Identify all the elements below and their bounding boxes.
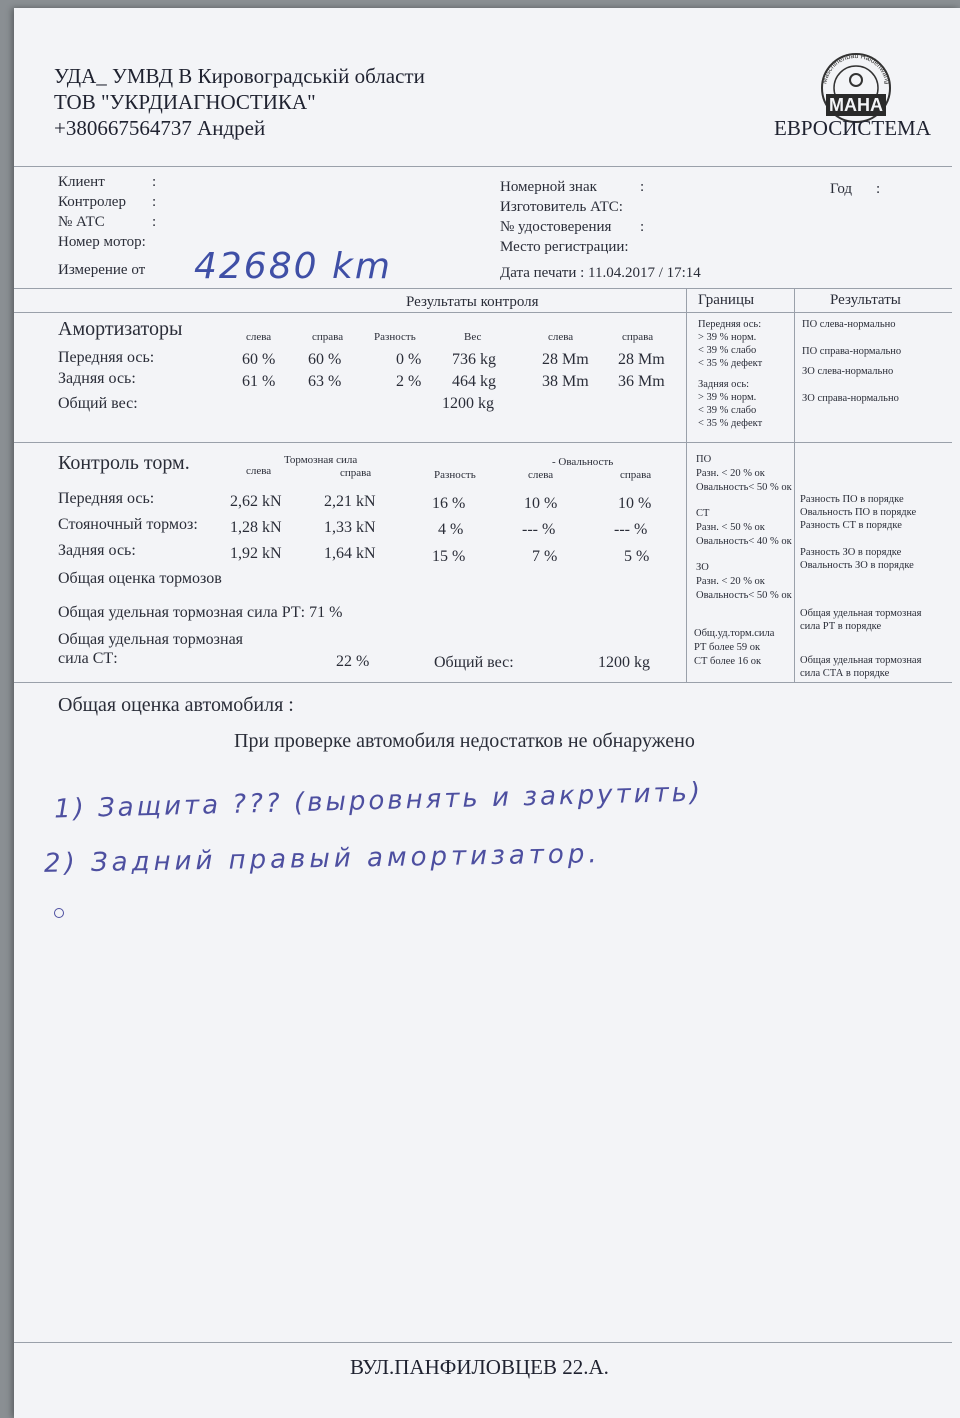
controller-label: Контролер [58,194,126,210]
odometer-handwritten: 42680 km [194,246,392,287]
svg-text:Maschinenbau Haldenwang [821,53,891,85]
footer-address: ВУЛ.ПАНФИЛОВЦЕВ 22.А. [350,1355,609,1379]
brakes-overall-label: Общая оценка тормозов [58,570,222,587]
summary-title: Общая оценка автомобиля : [58,694,294,716]
shock-limit: < 35 % дефект [698,418,763,429]
brake-limit: РТ более 59 ок [694,642,761,653]
year-label: Год [830,181,853,197]
ats-label: № АТС [58,214,105,230]
brake-limit: ЗО [696,562,709,573]
cell-value: 1,64 kN [324,545,376,562]
col-head-left-2: слева [548,331,574,343]
pen-mark [54,908,64,918]
colon: : [640,179,645,195]
results-control-header: Результаты контроля [406,294,539,310]
row-label: Задняя ось: [58,370,136,387]
brake-result: Разность СТ в порядке [800,520,902,531]
column-divider [794,288,795,682]
brand-name: ЕВРОСИСТЕМА [774,116,931,140]
summary-text: При проверке автомобиля недостатков не обнаружено [234,730,695,752]
brake-result: сила РТ в порядке [800,621,882,632]
divider [14,1342,952,1343]
shock-result: ЗО слева-нормально [802,366,894,377]
colon: : [152,174,157,190]
header-line-2: ТОВ "УКРДИАГНОСТИКА" [54,90,316,114]
colon: : [876,181,881,197]
brake-limit: Разн. < 20 % ок [696,468,765,479]
colon: : [152,194,157,210]
brake-result: Общая удельная тормозная [800,608,922,619]
col-head-diff: Разность [374,331,416,343]
brake-limit: СТ [696,508,710,519]
col-head-left: слева [246,465,272,477]
plate-label: Номерной знак [500,179,597,195]
cell-value: 10 % [524,495,558,512]
column-divider [686,288,687,682]
cell-value: 1,28 kN [230,519,282,536]
brakes-title: Контроль торм. [58,452,190,474]
brake-limit: Разн. < 50 % ок [696,522,765,533]
shock-result: ЗО справа-нормально [802,393,899,404]
st-specific-force-label: сила СТ: [58,650,118,667]
st-specific-force-value: 22 % [336,653,370,670]
cell-value: 736 kg [452,351,496,368]
client-label: Клиент [58,174,105,190]
header-line-1: УДА_ УМВД В Кировоградській области [54,64,425,88]
cell-value: 2,21 kN [324,493,376,510]
shock-limit: > 39 % норм. [698,332,757,343]
brake-force-head: Тормозная сила [284,454,358,466]
col-head-diff: Разность [434,469,476,481]
row-label: Задняя ось: [58,542,136,559]
brake-result: Общая удельная тормозная [800,655,922,666]
shock-limit: > 39 % норм. [698,392,757,403]
print-date: Дата печати : 11.04.2017 / 17:14 [500,265,701,281]
row-label: Передняя ось: [58,490,155,507]
total-weight-value: 1200 kg [442,395,494,412]
shock-limit: Задняя ось: [698,379,750,390]
brake-result: Овальность ЗО в порядке [800,560,914,571]
row-label: Стояночный тормоз: [58,516,198,533]
brake-result: Овальность ПО в порядке [800,507,917,518]
cell-value: 1,33 kN [324,519,376,536]
logo-ring-text: Maschinenbau Haldenwang [821,52,891,85]
cell-value: 2,62 kN [230,493,282,510]
registration-label: Место регистрации: [500,239,629,255]
maha-logo-icon [812,48,900,126]
colon: : [152,214,157,230]
results-header: Результаты [830,292,901,308]
shock-limit: Передняя ось: [698,319,762,330]
col-head-right: справа [340,467,372,479]
shock-result: ПО слева-нормально [802,319,896,330]
cell-value: 38 Mm [542,373,589,390]
brakes-total-weight-value: 1200 kg [598,654,650,671]
limits-header: Границы [698,292,755,308]
col-head-left-2: слева [528,469,554,481]
cert-label: № удостоверения [500,219,612,235]
row-label: Передняя ось: [58,349,155,366]
brake-limit: СТ более 16 ок [694,656,762,667]
cell-value: --- % [614,521,648,538]
header-line-3: +380667564737 Андрей [54,116,266,140]
cell-value: 28 Mm [618,351,665,368]
cell-value: 4 % [438,521,464,538]
cell-value: 5 % [624,548,650,565]
shock-result: ПО справа-нормально [802,346,902,357]
st-specific-force-label: Общая удельная тормозная [58,631,244,648]
rt-specific-force: Общая удельная тормозная сила РТ: 71 % [58,604,343,621]
shocks-title: Амортизаторы [58,318,183,340]
ovality-head: - Овальность [552,456,614,468]
col-head-left: слева [246,331,272,343]
cell-value: 15 % [432,548,466,565]
col-head-right-2: справа [622,331,654,343]
handwritten-note: 2) Задний правый амортизатор. [43,839,601,879]
cell-value: 60 % [308,351,342,368]
brake-result: Разность ЗО в порядке [800,547,902,558]
col-head-right: справа [312,331,344,343]
report-sheet [14,8,960,1418]
shock-limit: < 39 % слабо [698,405,757,416]
cell-value: 2 % [396,373,422,390]
maker-label: Изготовитель АТС: [500,199,623,215]
col-head-weight: Вес [464,331,482,343]
cell-value: 16 % [432,495,466,512]
cell-value: 7 % [532,548,558,565]
shock-limit: < 39 % слабо [698,345,757,356]
brake-limit: Общ.уд.торм.сила [694,628,775,639]
brake-limit: Овальность< 50 % ок [696,590,792,601]
cell-value: --- % [522,521,556,538]
brake-limit: Овальность< 50 % ок [696,482,792,493]
cell-value: 10 % [618,495,652,512]
col-head-right-2: справа [620,469,652,481]
brakes-total-weight-label: Общий вес: [434,654,514,671]
brake-result: сила СТА в порядке [800,668,890,679]
motor-label: Номер мотор: [58,234,146,250]
logo-text: MAHA [829,95,883,115]
divider [14,312,952,313]
shock-limit: < 35 % дефект [698,358,763,369]
cell-value: 60 % [242,351,276,368]
colon: : [640,219,645,235]
cell-value: 28 Mm [542,351,589,368]
brake-result: Разность ПО в порядке [800,494,904,505]
cell-value: 1,92 kN [230,545,282,562]
cell-value: 61 % [242,373,276,390]
divider [14,288,952,289]
total-weight-label: Общий вес: [58,395,138,412]
divider [14,166,952,167]
cell-value: 63 % [308,373,342,390]
measure-label: Измерение от [58,262,146,278]
handwritten-note: 1) Защита ??? (выровнять и закрутить) [53,777,704,825]
brake-limit: ПО [696,454,712,465]
cell-value: 0 % [396,351,422,368]
brake-limit: Овальность< 40 % ок [696,536,792,547]
cell-value: 464 kg [452,373,496,390]
divider [14,682,952,683]
cell-value: 36 Mm [618,373,665,390]
divider [14,442,952,443]
brake-limit: Разн. < 20 % ок [696,576,765,587]
